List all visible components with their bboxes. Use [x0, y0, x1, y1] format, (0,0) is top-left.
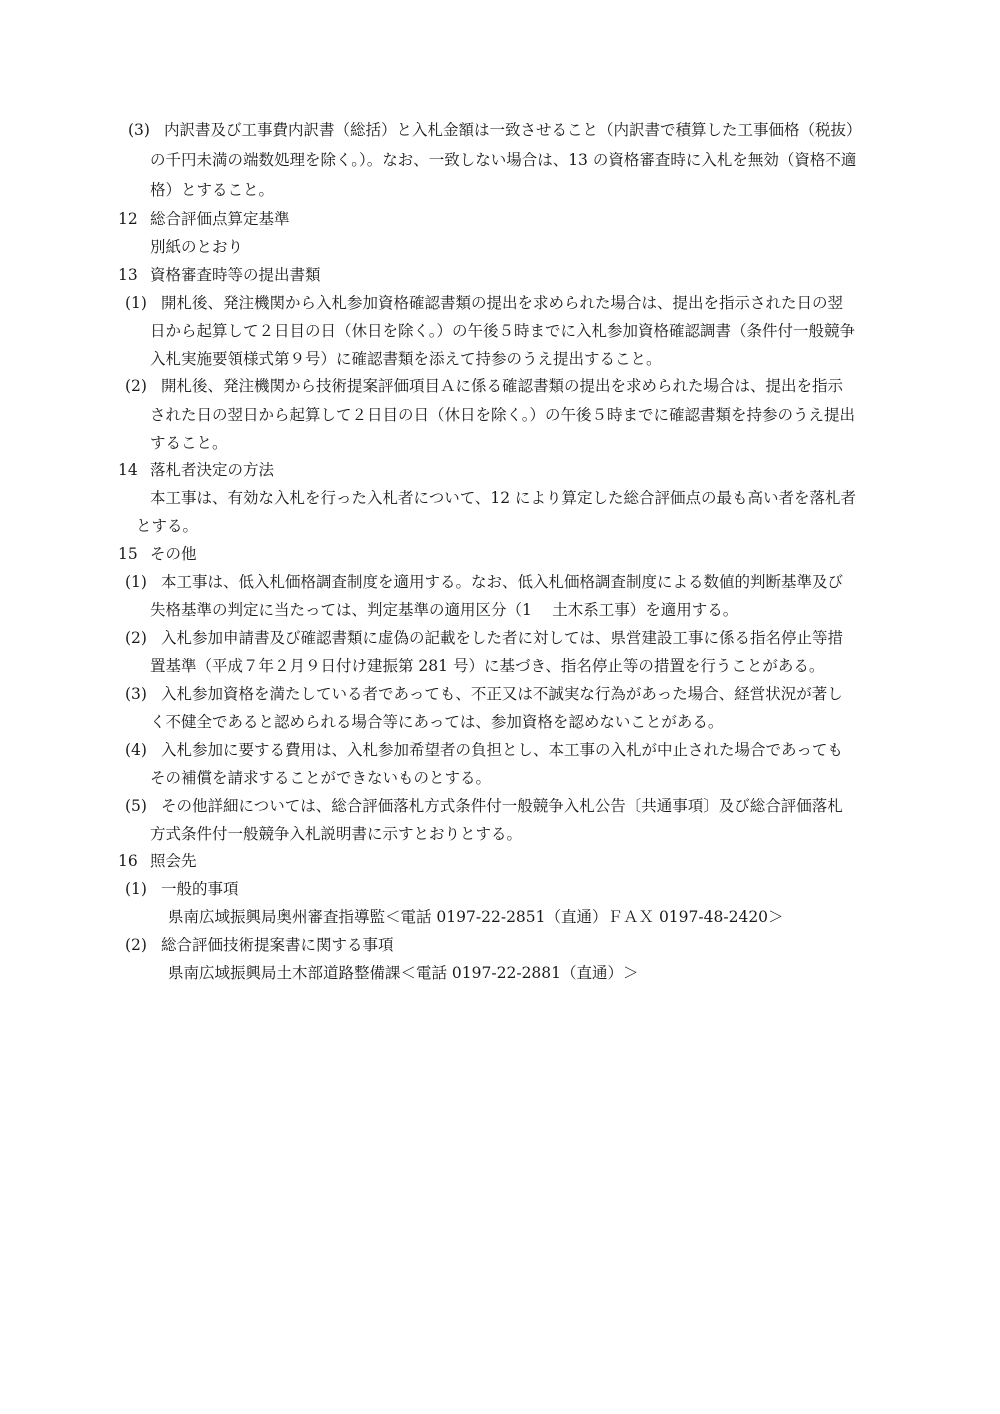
- list-item-15-1-line2: 失格基準の判定に当たっては、判定基準の適用区分（1 土木系工事）を適用する。: [150, 601, 739, 619]
- item-marker: (1): [125, 573, 147, 591]
- section-heading-12: [118, 210, 290, 228]
- list-item-11-3-line3: 格）とすること。: [150, 181, 275, 199]
- item-marker: (5): [125, 797, 147, 815]
- list-item-15-2-line1: [125, 629, 843, 647]
- item-text: 総合評価技術提案書に関する事項: [161, 936, 394, 954]
- list-item-15-4-line1: [125, 741, 843, 759]
- item-text: 一般的事項: [161, 880, 239, 898]
- list-item-15-5-line1: [125, 797, 843, 815]
- contact-general: 県南広域振興局奥州審査指導監＜電話 0197-22-2851（直通）ＦＡＸ 0197-48-2420＞: [168, 908, 784, 926]
- section-number: 15: [118, 545, 138, 563]
- section-12-body: 別紙のとおり: [150, 238, 244, 256]
- section-title: 照会先: [150, 852, 197, 870]
- list-item-15-4-line2: その補償を請求することができないものとする。: [150, 769, 492, 787]
- section-heading-16: [118, 852, 197, 870]
- item-text: 開札後、発注機関から技術提案評価項目Ａに係る確認書類の提出を求められた場合は、提出を指示: [161, 377, 844, 395]
- section-number: 16: [118, 852, 138, 870]
- item-marker: (1): [125, 880, 147, 898]
- section-number: 14: [118, 461, 138, 479]
- section-title: 総合評価点算定基準: [150, 210, 290, 228]
- item-text: 入札参加資格を満たしている者であっても、不正又は不誠実な行為があった場合、経営状況が著し: [161, 685, 843, 703]
- section-title: 落札者決定の方法: [150, 461, 275, 479]
- section-number: 12: [118, 210, 138, 228]
- item-marker: (2): [125, 377, 147, 395]
- list-item-13-2-line3: すること。: [150, 434, 228, 452]
- list-item-15-3-line1: [125, 685, 843, 703]
- item-text: 内訳書及び工事費内訳書（総括）と入札金額は一致させること（内訳書で積算した工事価格（税抜）: [164, 121, 862, 139]
- item-text: 開札後、発注機関から入札参加資格確認書類の提出を求められた場合は、提出を指示された日の翌: [161, 294, 844, 312]
- list-item-13-2-line2: された日の翌日から起算して２日目の日（休日を除く。）の午後５時までに確認書類を持参のうえ提出: [150, 406, 855, 424]
- section-14-body-line1: 本工事は、有効な入札を行った入札者について、12 により算定した総合評価点の最も高い者を落札者: [150, 489, 857, 507]
- section-14-body-line2: とする。: [136, 517, 199, 535]
- list-item-15-3-line2: く不健全であると認められる場合等にあっては、参加資格を認めないことがある。: [150, 713, 724, 731]
- item-marker: (1): [125, 294, 147, 312]
- list-item-13-1-line3: 入札実施要領様式第９号）に確認書類を添えて持参のうえ提出すること。: [150, 350, 662, 368]
- item-text: 入札参加申請書及び確認書類に虚偽の記載をした者に対しては、県営建設工事に係る指名停止等措: [161, 629, 844, 647]
- list-item-15-1-line1: [125, 573, 843, 591]
- item-text: 本工事は、低入札価格調査制度を適用する。なお、低入札価格調査制度による数値的判断基準及び: [161, 573, 844, 591]
- item-marker: (2): [125, 936, 147, 954]
- contact-technical-proposal: 県南広域振興局土木部道路整備課＜電話 0197-22-2881（直通）＞: [168, 964, 639, 982]
- item-marker: (4): [125, 741, 147, 759]
- section-heading-13: [118, 266, 321, 284]
- list-item-15-5-line2: 方式条件付一般競争入札説明書に示すとおりとする。: [150, 825, 523, 843]
- list-item-11-3-line1: [128, 121, 862, 139]
- item-marker: (2): [125, 629, 147, 647]
- list-item-16-2-heading: [125, 936, 394, 954]
- section-title: 資格審査時等の提出書類: [150, 266, 321, 284]
- section-number: 13: [118, 266, 138, 284]
- item-text: 入札参加に要する費用は、入札参加希望者の負担とし、本工事の入札が中止された場合であっても: [161, 741, 843, 759]
- item-text: その他詳細については、総合評価落札方式条件付一般競争入札公告〔共通事項〕及び総合評価落札: [161, 797, 843, 815]
- item-marker: (3): [125, 685, 147, 703]
- section-heading-15: [118, 545, 197, 563]
- list-item-16-1-heading: [125, 880, 239, 898]
- list-item-13-1-line1: [125, 294, 843, 312]
- section-title: その他: [150, 545, 197, 563]
- section-heading-14: [118, 461, 274, 479]
- list-item-15-2-line2: 置基準（平成７年２月９日付け建振第 281 号）に基づき、指名停止等の措置を行うことがある。: [150, 657, 825, 675]
- list-item-13-2-line1: [125, 377, 843, 395]
- item-marker: (3): [128, 121, 150, 139]
- list-item-11-3-line2: の千円未満の端数処理を除く。）。なお、一致しない場合は、13 の資格審査時に入札を無効（資格不適: [150, 151, 857, 169]
- list-item-13-1-line2: 日から起算して２日目の日（休日を除く。）の午後５時までに入札参加資格確認調書（条件付一般競争: [150, 322, 855, 340]
